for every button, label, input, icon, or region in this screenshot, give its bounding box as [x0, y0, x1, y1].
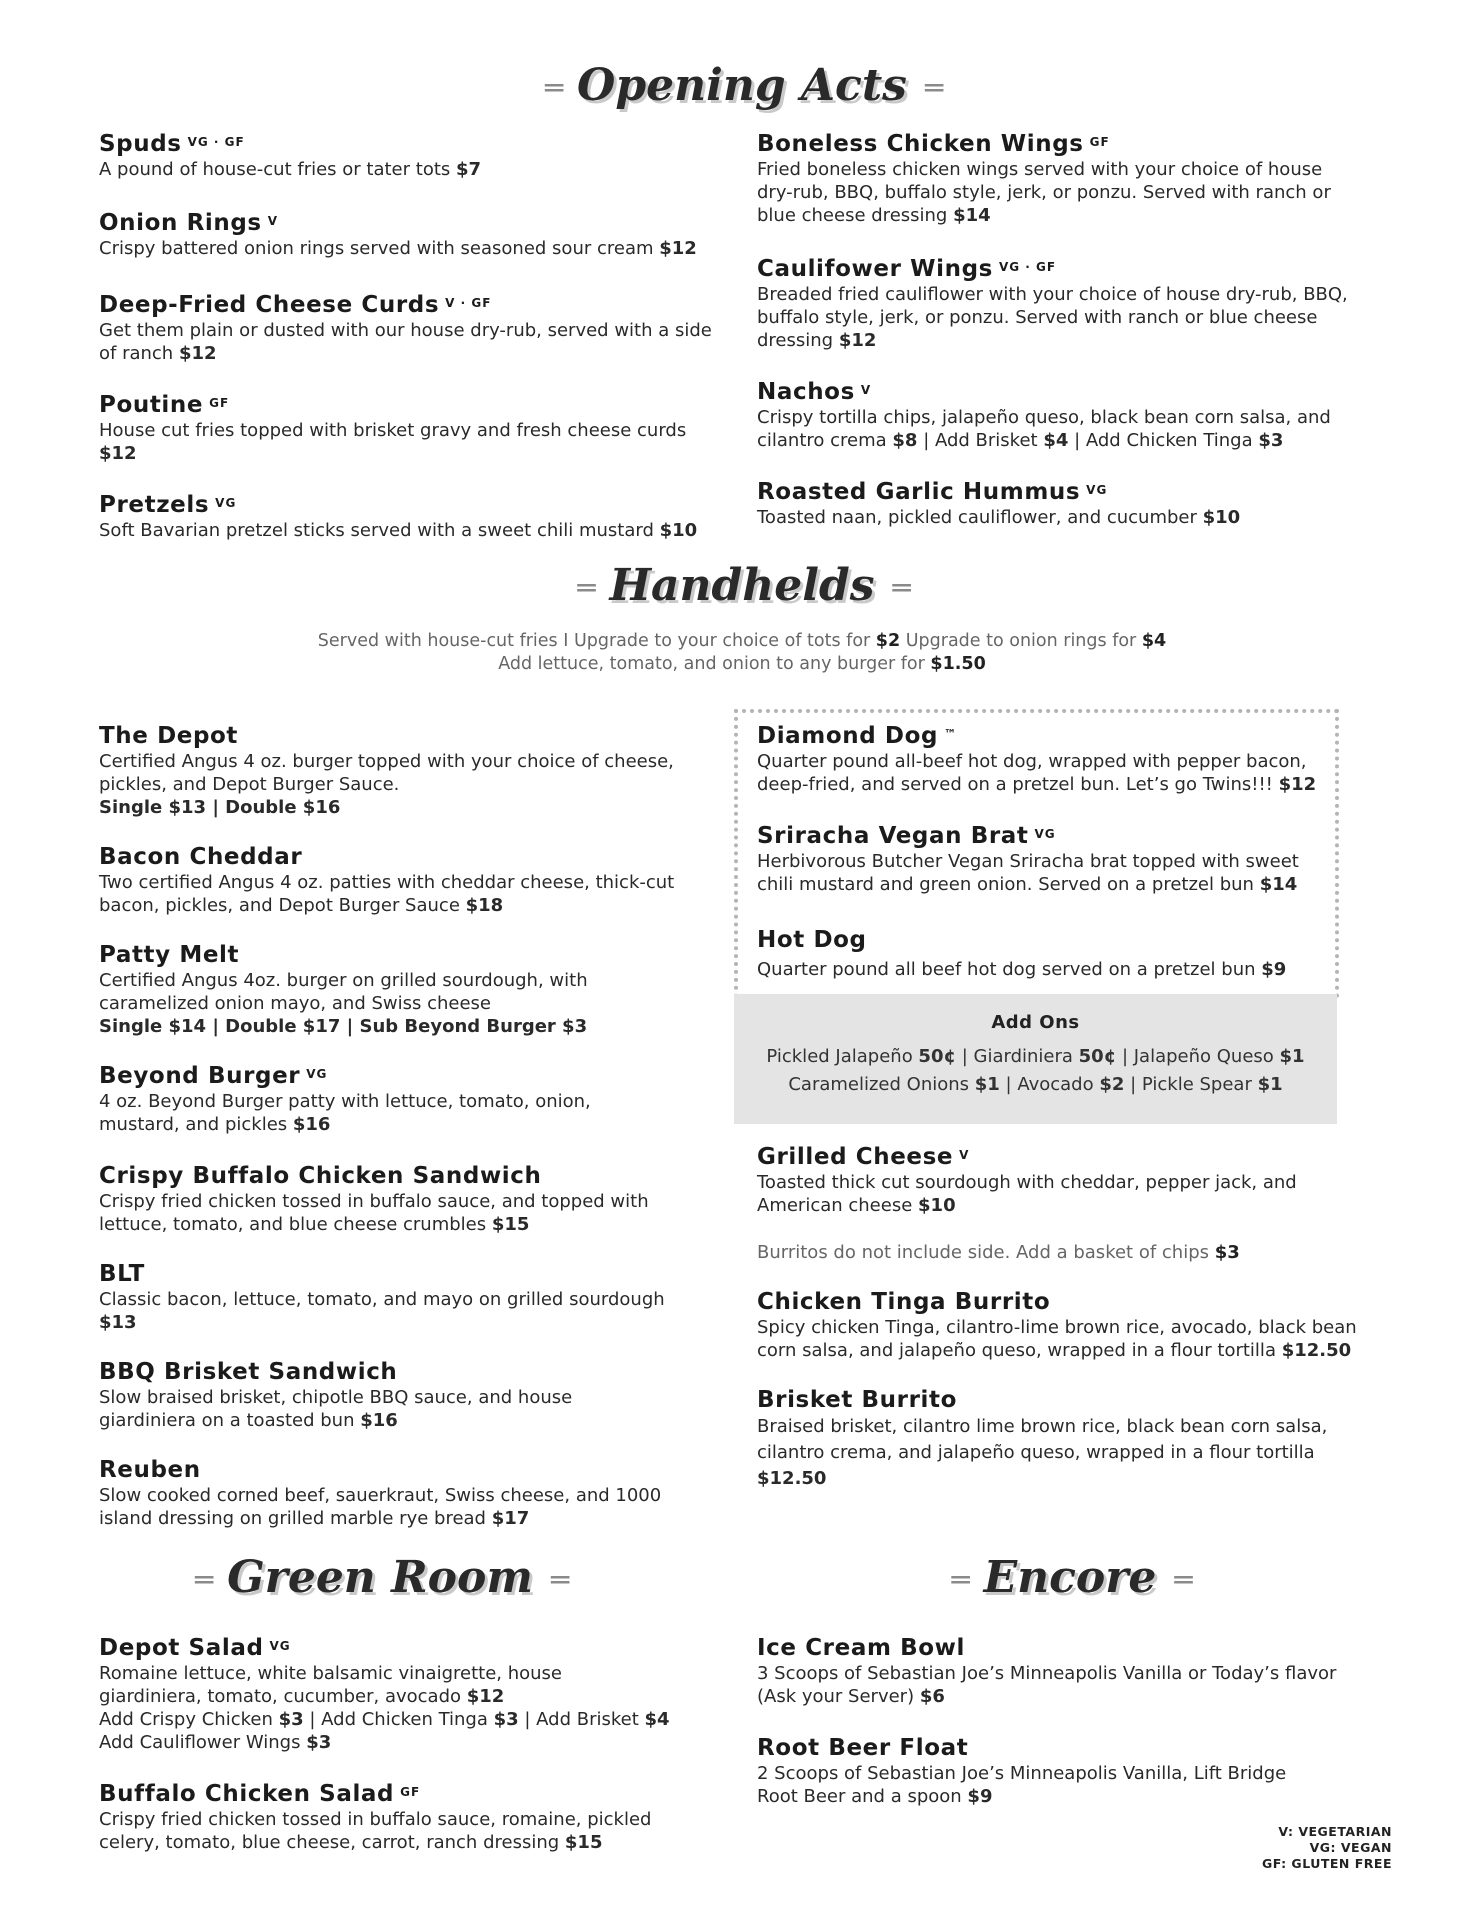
item-desc: Crispy fried chicken tossed in buffalo sauce, and topped with lettuce, tomato, and blue cheese crumbles — [99, 1191, 649, 1235]
item-name: Onion Rings — [99, 210, 262, 236]
item-name: Sriracha Vegan Brat — [757, 823, 1029, 849]
section-title-encore: ═ Encore ═ — [951, 1552, 1189, 1603]
menu-item-buffalo-chicken-salad — [99, 1780, 699, 1854]
diet-tag: V — [860, 383, 872, 397]
menu-item-sriracha-brat — [757, 822, 1327, 896]
handhelds-left-column — [99, 722, 679, 1530]
legend-gluten-free: GF: GLUTEN FREE — [1261, 1856, 1392, 1871]
item-name: Grilled Cheese — [757, 1144, 954, 1170]
add-ons-line-2: Caramelized Onions $1 | Avocado $2 | Pickle Spear $1 — [788, 1074, 1283, 1095]
burrito-note: Burritos do not include side. Add a basket of chips $3 — [757, 1242, 1240, 1263]
item-price: $12.50 — [757, 1468, 827, 1489]
diet-tag: GF — [1089, 135, 1110, 149]
item-name: Spuds — [99, 131, 182, 157]
item-name: Patty Melt — [99, 942, 240, 968]
item-price: $15 — [491, 1214, 530, 1235]
item-price: $14 — [1259, 874, 1298, 895]
menu-item-the-depot — [99, 722, 679, 819]
item-desc: A pound of house-cut fries or tater tots — [99, 159, 456, 180]
item-price: $10 — [918, 1195, 956, 1216]
menu-item-brisket-burrito — [757, 1386, 1357, 1492]
diet-tag: VG — [215, 496, 237, 510]
hot-dog-column — [757, 722, 1327, 981]
item-name: Reuben — [99, 1457, 201, 1483]
item-desc: Fried boneless chicken wings served with your choice of house dry-rub, BBQ, buffalo style, jerk, or ponzu. Served with ranch or blue cheese dressing — [757, 159, 1331, 226]
menu-item-reuben — [99, 1456, 679, 1530]
menu-item-beyond-burger — [99, 1062, 679, 1136]
item-desc: Certified Angus 4oz. burger on grilled sourdough, with caramelized onion mayo, and Swiss cheese — [99, 970, 588, 1014]
item-price: $15 — [564, 1832, 603, 1853]
menu-item-spuds — [99, 130, 719, 181]
legend-vegan: VG: VEGAN — [1309, 1840, 1392, 1855]
menu-item-chicken-tinga-burrito — [757, 1288, 1357, 1362]
item-price: Single $13 | Double $16 — [99, 797, 341, 818]
menu-item-hummus — [757, 478, 1397, 529]
menu-item-diamond-dog — [757, 722, 1327, 796]
menu-item-onion-rings — [99, 209, 719, 260]
menu-item-bacon-cheddar — [99, 843, 679, 917]
item-name: Depot Salad — [99, 1635, 264, 1661]
item-desc: Quarter pound all-beef hot dog, wrapped with pepper bacon, deep-fried, and served on a pretzel bun. Let’s go Twins!!! — [757, 751, 1307, 795]
item-price: $12 — [99, 443, 137, 464]
section-title-green-room: ═ Green Room ═ — [195, 1552, 565, 1603]
item-name: Bacon Cheddar — [99, 844, 303, 870]
add-ons-box — [734, 994, 1337, 1124]
item-name: Root Beer Float — [757, 1735, 969, 1761]
item-name: Poutine — [99, 392, 204, 418]
item-desc: Breaded fried cauliflower with your choice of house dry-rub, BBQ, buffalo style, jerk, or ponzu. Served with ranch or blue cheese dressing — [757, 284, 1348, 351]
item-desc: Crispy battered onion rings served with seasoned sour cream — [99, 238, 660, 259]
menu-item-bbq-brisket — [99, 1358, 679, 1432]
divider-right-icon: ═ — [550, 1563, 565, 1598]
item-price: $12 — [838, 330, 877, 351]
item-name: Nachos — [757, 379, 855, 405]
item-desc: Herbivorous Butcher Vegan Sriracha brat topped with sweet chili mustard and green onion. Served on a pretzel bun — [757, 851, 1299, 895]
item-name: Crispy Buffalo Chicken Sandwich — [99, 1163, 542, 1189]
item-price: $12 — [659, 238, 697, 259]
item-desc: Braised brisket, cilantro lime brown rice, black bean corn salsa, cilantro crema, and jalapeño queso, wrapped in a flour tortilla — [757, 1416, 1328, 1463]
item-desc: Soft Bavarian pretzel sticks served with a sweet chili mustard — [99, 520, 660, 541]
item-price: $10 — [659, 520, 698, 541]
diet-tag: GF — [209, 396, 230, 410]
opening-left-column — [99, 130, 719, 542]
handhelds-subtitle: Served with house-cut fries I Upgrade to your choice of tots for $2 Upgrade to onion rings for $4 Add lettuce, tomato, and onion to any burger for $1.50 — [317, 631, 1167, 674]
menu-item-grilled-cheese — [757, 1143, 1357, 1217]
item-price: $12 — [178, 343, 217, 364]
divider-left-icon: ═ — [544, 71, 560, 106]
item-name: Roasted Garlic Hummus — [757, 479, 1081, 505]
item-name: Boneless Chicken Wings — [757, 131, 1084, 157]
item-price: $8 — [892, 430, 918, 451]
diet-tag: VG — [1034, 827, 1056, 841]
add-ons-title: Add Ons — [991, 1012, 1080, 1033]
item-desc: Slow cooked corned beef, sauerkraut, Swiss cheese, and 1000 island dressing on grilled marble rye bread — [99, 1485, 662, 1529]
divider-left-icon: ═ — [577, 571, 592, 606]
diet-tag: V — [267, 214, 279, 228]
menu-item-blt — [99, 1260, 679, 1334]
item-price: Single $14 | Double $17 | Sub Beyond Burger $3 — [99, 1016, 588, 1037]
item-name: BBQ Brisket Sandwich — [99, 1359, 398, 1385]
encore-column — [757, 1634, 1337, 1808]
diet-tag: V — [959, 1148, 970, 1162]
item-desc: Crispy fried chicken tossed in buffalo sauce, romaine, pickled celery, tomato, blue cheese, carrot, ranch dressing — [99, 1809, 652, 1853]
item-name: Hot Dog — [757, 927, 867, 953]
item-desc: Certified Angus 4 oz. burger topped with your choice of cheese, pickles, and Depot Burger Sauce. — [99, 751, 674, 795]
section-title-opening-acts: ═ Opening Acts ═ — [544, 60, 940, 111]
handhelds-right-lower — [757, 1143, 1357, 1492]
item-price: $7 — [456, 159, 482, 180]
item-price: $9 — [1261, 959, 1287, 980]
item-name: Beyond Burger — [99, 1063, 301, 1089]
item-desc: Classic bacon, lettuce, tomato, and mayo on grilled sourdough — [99, 1289, 665, 1310]
item-desc: 2 Scoops of Sebastian Joe’s Minneapolis Vanilla, Lift Bridge Root Beer and a spoon — [757, 1763, 1287, 1807]
diet-tag: VG · GF — [998, 260, 1057, 274]
menu-item-poutine — [99, 391, 719, 465]
divider-left-icon: ═ — [951, 1563, 966, 1598]
legend-vegetarian: V: VEGETARIAN — [1278, 1824, 1392, 1839]
diet-tag: V · GF — [445, 296, 492, 310]
menu-item-boneless-wings — [757, 130, 1397, 227]
diet-tag: VG — [269, 1639, 291, 1653]
divider-left-icon: ═ — [195, 1563, 210, 1598]
item-desc: 4 oz. Beyond Burger patty with lettuce, tomato, onion, mustard, and pickles — [99, 1091, 591, 1135]
item-desc: Slow braised brisket, chipotle BBQ sauce, and house giardiniera on a toasted bun — [99, 1387, 573, 1431]
divider-right-icon: ═ — [1174, 1563, 1189, 1598]
item-price: $18 — [465, 895, 504, 916]
divider-right-icon: ═ — [924, 71, 940, 106]
item-desc: House cut fries topped with brisket gravy and fresh cheese curds — [99, 420, 687, 441]
item-name: Chicken Tinga Burrito — [757, 1289, 1051, 1315]
menu-item-nachos: Nachos $^V$ Crispy tortilla chips, jalapeño queso, black bean corn salsa, and cilantro crema $8 | Add Brisket $4 | Add Chicken Tinga $3 — [757, 379, 1331, 451]
menu-item-ice-cream-bowl — [757, 1634, 1337, 1708]
item-name: Deep-Fried Cheese Curds — [99, 292, 440, 318]
menu-item-hot-dog — [757, 926, 1327, 981]
item-desc: Crispy tortilla chips, jalapeño queso, black bean corn salsa, and cilantro crema — [757, 407, 1331, 451]
item-name: BLT — [99, 1261, 145, 1287]
item-price: $14 — [953, 205, 991, 226]
item-name: Brisket Burrito — [757, 1387, 957, 1413]
opening-right-column — [757, 130, 1397, 529]
item-name: Caulifower Wings — [757, 256, 993, 282]
item-name: The Depot — [99, 723, 239, 749]
diet-tag: GF — [400, 1785, 421, 1799]
item-desc: Toasted thick cut sourdough with cheddar, pepper jack, and American cheese — [757, 1172, 1297, 1216]
menu-item-cauliflower-wings — [757, 255, 1397, 352]
section-title-handhelds: ═ Handhelds ═ — [577, 560, 907, 611]
item-name: Diamond Dog — [757, 723, 939, 749]
item-price: $6 — [919, 1686, 945, 1707]
item-name: Ice Cream Bowl — [757, 1635, 965, 1661]
item-desc: Get them plain or dusted with our house dry-rub, served with a side of ranch — [99, 320, 712, 364]
item-desc: 3 Scoops of Sebastian Joe’s Minneapolis Vanilla or Today’s flavor (Ask your Server) — [757, 1663, 1337, 1707]
item-price: $17 — [491, 1508, 530, 1529]
menu-item-patty-melt — [99, 941, 679, 1038]
item-price: $9 — [967, 1786, 993, 1807]
green-room-column — [99, 1634, 699, 1854]
add-ons-line-1: Pickled Jalapeño 50¢ | Giardiniera 50¢ | Jalapeño Queso $1 — [766, 1046, 1305, 1067]
menu-item-buffalo-chicken-sandwich — [99, 1162, 679, 1236]
item-desc: Two certified Angus 4 oz. patties with cheddar cheese, thick-cut bacon, pickles, and Depot Burger Sauce — [99, 872, 675, 916]
item-desc: Romaine lettuce, white balsamic vinaigrette, house giardiniera, tomato, cucumber, avocado — [99, 1663, 563, 1707]
item-price: $16 — [360, 1410, 398, 1431]
menu-item-pretzels — [99, 491, 719, 542]
divider-right-icon: ═ — [892, 571, 907, 606]
item-desc: Spicy chicken Tinga, cilantro-lime brown rice, avocado, black bean corn salsa, and jalapeño queso, wrapped in a flour tortilla — [757, 1317, 1357, 1361]
menu-item-root-beer-float — [757, 1734, 1337, 1808]
item-price: $12 — [1278, 774, 1317, 795]
item-desc: Toasted naan, pickled cauliflower, and cucumber — [757, 507, 1203, 528]
item-name: Pretzels — [99, 492, 210, 518]
diet-tag: VG · GF — [187, 135, 245, 149]
item-price: $16 — [292, 1114, 331, 1135]
menu-item-depot-salad: Depot Salad $^{VG}$ Romaine lettuce, white balsamic vinaigrette, house giardiniera, tomato, cucumber, avocado $12 Add Crispy Chicken $3 | Add Chicken Tinga $3 | Add Brisket $4 Add Cauliflower Wings $3 — [99, 1635, 670, 1753]
item-price: $13 — [99, 1312, 137, 1333]
diet-tag: VG — [1086, 483, 1108, 497]
trademark-tag: ™ — [944, 727, 958, 741]
item-price: $12 — [466, 1686, 505, 1707]
item-price: $10 — [1202, 507, 1241, 528]
item-desc: Quarter pound all beef hot dog served on a pretzel bun — [757, 959, 1262, 980]
item-price: $12.50 — [1281, 1340, 1352, 1361]
item-name: Buffalo Chicken Salad — [99, 1781, 395, 1807]
diet-legend — [1262, 1824, 1392, 1872]
diet-tag: VG — [306, 1067, 328, 1081]
menu-item-cheese-curds — [99, 291, 719, 365]
